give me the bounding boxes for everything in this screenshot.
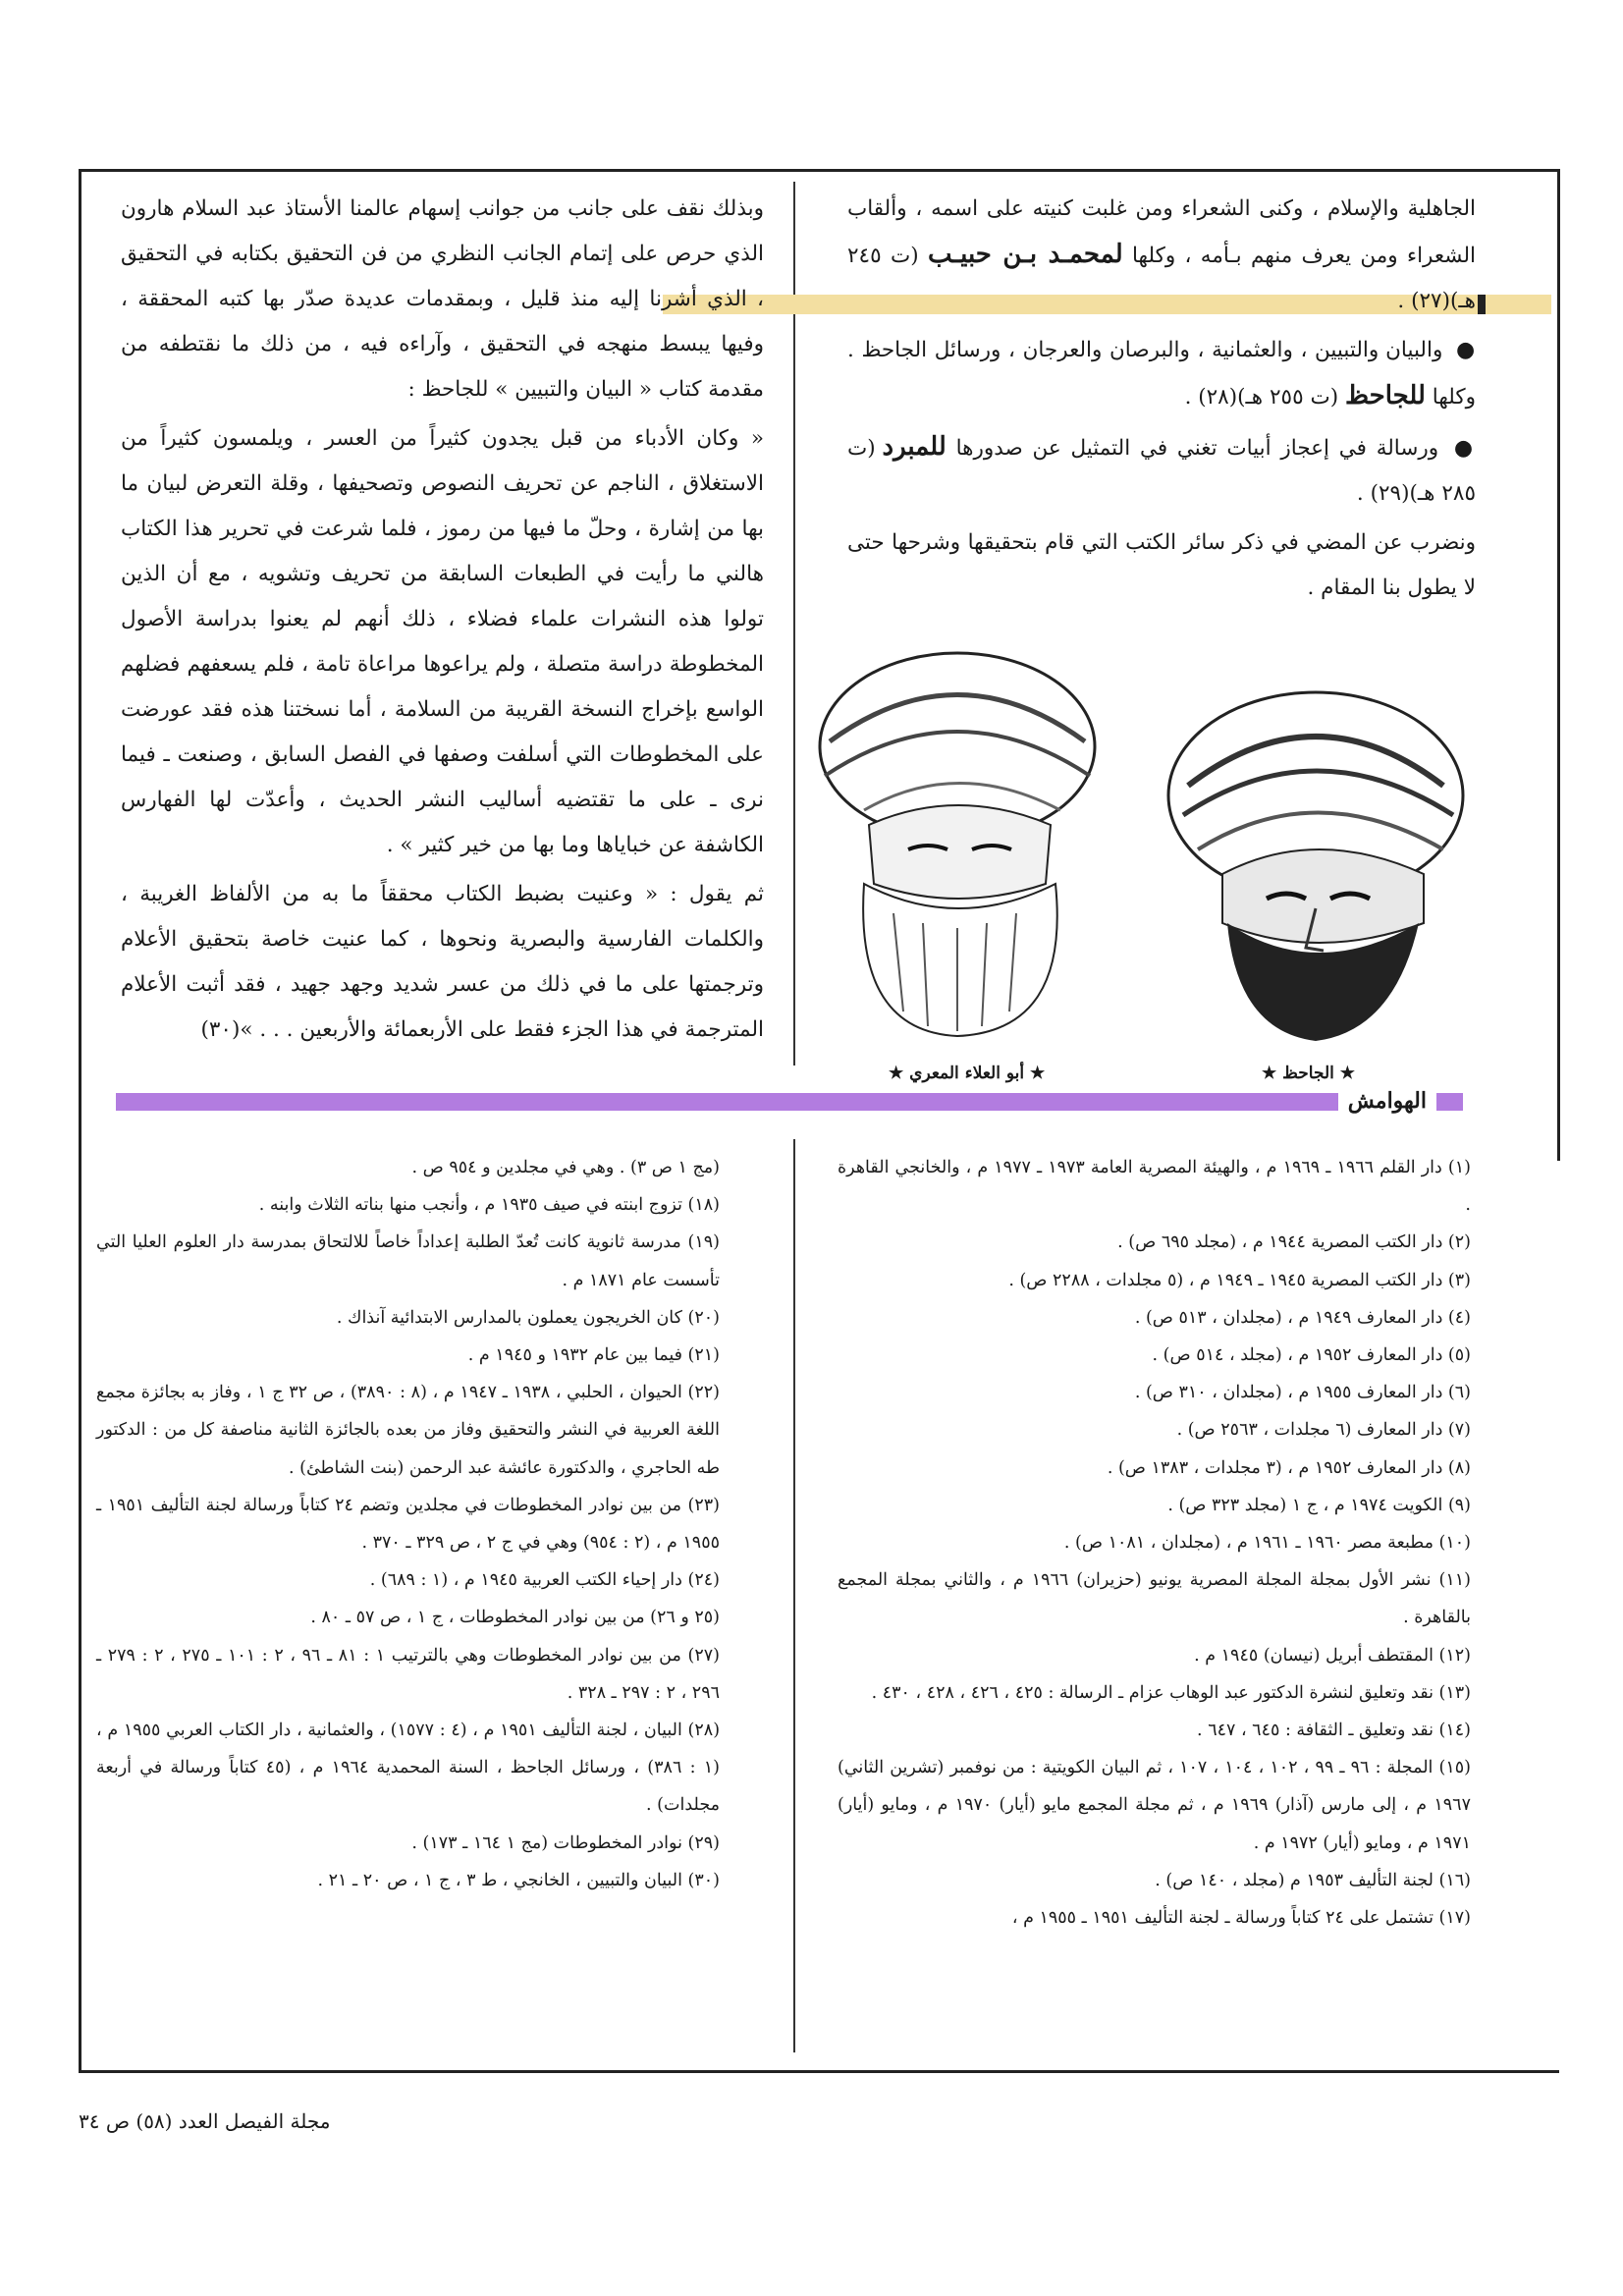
text-run: والبيان والتبيين ، والعثمانية ، والبرصان والعرجان ، ورسائل الجاحظ . وكلها bbox=[847, 338, 1476, 410]
footnote: (١٦) لجنة التأليف ١٩٥٣ م (مجلد ، ١٤٠ ص) . bbox=[1155, 1870, 1471, 1890]
footnote: (١٣) نقد وتعليق لنشرة الدكتور عبد الوهاب عزام ـ الرسالة : ٤٢٥ ، ٤٢٦ ، ٤٢٨ ، ٤٣٠ . bbox=[871, 1682, 1471, 1703]
paragraph: وبذلك نقف على جانب من جوانب إسهام عالمنا الأستاذ عبد السلام هارون الذي حرص على إتمام الجانب النظري من فن التحقيق بكتابه في التحقيق ، الذي أشرنا إليه منذ قليل ، وبمقدمات عديدة صدّر بها كتبه المحققة ، وفيها يبسط منهجه في التحقيق ، وآراءه فيه ، من ذلك ما نقتطفه من مقدمة كتاب « البيان والتبيين » للجاحظ : bbox=[121, 196, 764, 402]
portrait-maarri bbox=[785, 638, 1124, 1041]
footnote: (مج ١ ص ٣) . وهي في مجلدين و ٩٥٤ ص . bbox=[411, 1158, 720, 1177]
footnote: (٢٢) الحيوان ، الحلبي ، ١٩٣٨ ـ ١٩٤٧ م ، (٨ : ٣٨٩٠) ، ص ٣٢ ج ١ ، وفاز به بجائزة مجمع اللغة العربية في النشر والتحقيق وفاز من بعده بالجائزة الثانية مناصفة كل من : الدكتور طه الحاجري ، والدكتورة عائشة عبد الرحمن (بنت الشاطئ) . bbox=[96, 1383, 720, 1478]
bullet-icon: ● bbox=[1453, 436, 1477, 461]
footnote: (٥) دار المعارف ١٩٥٢ م ، (مجلد ، ٥١٤ ص) . bbox=[1152, 1345, 1471, 1366]
footnote: (١٥) المجلة : ٩٦ ـ ٩٩ ، ١٠٢ ، ١٠٤ ، ١٠٧ ، ثم البيان الكويتية : من نوفمبر (تشرين الثاني) ١٩٦٧ م ، إلى مارس (آذار) ١٩٦٩ م ، ثم مجلة المجمع مايو (أيار) ١٩٧٠ م ، ومايو (أيار) ١٩٧١ م ، ومايو (أيار) ١٩٧٢ م . bbox=[838, 1758, 1471, 1853]
text-run: ونضرب عن المضي في ذكر سائر الكتب التي قام بتحقيقها وشرحها حتى لا يطول بنا المقام . bbox=[847, 530, 1476, 600]
footnote: (١٩) مدرسة ثانوية كانت تُعدّ الطلبة إعداداً خاصاً للالتحاق بمدرسة دار العلوم العليا التي تأسست عام ١٨٧١ م . bbox=[96, 1232, 720, 1290]
date-ref: (ت ٢٨٥ هـ)(٢٩) . bbox=[847, 436, 1476, 506]
frame-left-rule bbox=[79, 169, 81, 2072]
paragraph bbox=[847, 187, 1476, 324]
paragraph bbox=[847, 520, 1476, 611]
footnote: (٢٨) البيان ، لجنة التأليف ١٩٥١ م ، (٤ : ١٥٧٧) ، والعثمانية ، دار الكتاب العربي ١٩٥٥ م ، (١ : ٣٨٦) ، ورسائل الجاحظ ، السنة المحمدية ١٩٦٤ م ، (٤٥ كتاباً ورسالة في أربعة مجلدات) . bbox=[96, 1721, 721, 1816]
author-name: للمبرد bbox=[882, 432, 947, 462]
quote-paragraph: « وكان الأدباء من قبل يجدون كثيراً من العسر ، ويلمسون كثيراً من الاستغلاق ، الناجم عن تحريف النصوص وتصحيفها ، وقلة التعرض لبيان ما بها من إشارة ، وحلّ ما فيها من رموز ، فلما شرعت في تحرير هذا الكتاب هالني ما رأيت في الطبعات السابقة من تحريف وتشويه ، مع أن الذين تولوا هذه النشرات علماء فضلاء ، ذلك أنهم لم يعنوا بدراسة الأصول المخطوطة دراسة متصلة ، ولم يراعوها مراعاة تامة ، فلم يسعفهم فضلهم الواسع بإخراج النسخة القريبة من السلامة ، أما نسختنا هذه فقد عورضت على المخطوطات التي أسلفت وصفها في الفصل السابق ، وصنعت ـ فيما نرى ـ على ما تقتضيه أساليب النشر الحديث ، وأعدّت لها الفهارس الكاشفة عن خباياها وما بها من خير كثير » . bbox=[121, 426, 764, 857]
footnote: (١) دار القلم ١٩٦٦ ـ ١٩٦٩ م ، والهيئة المصرية العامة ١٩٧٣ ـ ١٩٧٧ م ، والخانجي القاهرة . bbox=[838, 1158, 1471, 1216]
date-ref: (ت ٢٥٥ هـ)(٢٨) . bbox=[1184, 385, 1339, 410]
portrait-maarri-image bbox=[785, 638, 1124, 1041]
footnote: (٦) دار المعارف ١٩٥٥ م ، (مجلدان ، ٣١٠ ص) . bbox=[1134, 1383, 1471, 1403]
text-run: الجاهلية والإسلام ، وكنى الشعراء ومن غلبت كنيته على اسمه ، وألقاب الشعراء ومن يعرف منهم بـأمه ، وكلها bbox=[847, 196, 1477, 268]
text-run: ورسالة في إعجاز أبيات تغني في التمثيل عن صدورها bbox=[955, 436, 1439, 461]
footnote: (٢) دار الكتب المصرية ١٩٤٤ م ، (مجلد ٦٩٥ ص) . bbox=[1117, 1232, 1471, 1253]
portrait-jahiz-image bbox=[1129, 668, 1492, 1046]
footnote: (٢١) فيما بين عام ١٩٣٢ و ١٩٤٥ م . bbox=[467, 1345, 720, 1366]
footnotes-left-column bbox=[96, 1149, 720, 1899]
bullet-paragraph bbox=[847, 424, 1476, 517]
footnote: (٢٩) نوادر المخطوطات (مج ١ ١٦٤ ـ ١٧٣) . bbox=[411, 1832, 720, 1853]
author-name: للجاحظ bbox=[1344, 381, 1426, 410]
footnote: (٨) دار المعارف ١٩٥٢ م ، (٣ مجلدات ، ١٣٨٣ ص) . bbox=[1107, 1457, 1471, 1478]
footnote: (٣) دار الكتب المصرية ١٩٤٥ ـ ١٩٤٩ م ، (٥ مجلدات ، ٢٢٨٨ ص) . bbox=[1008, 1270, 1471, 1290]
caption-jahiz: ★ الجاحظ ★ bbox=[1262, 1064, 1356, 1083]
quote-paragraph: ثم يقول : « وعنيت بضبط الكتاب محققاً ما به من الألفاظ الغريبة ، والكلمات الفارسية والبصرية ونحوها ، كما عنيت خاصة بتحقيق الأعلام وترجمتها على ما في ذلك من عسر شديد وجهد جهيد ، فقد أثبت الأعلام المترجمة في هذا الجزء فقط على الأربعمائة والأربعين . . . »(٣٠) bbox=[121, 882, 764, 1042]
footnote: (١٠) مطبعة مصر ١٩٦٠ ـ ١٩٦١ م ، (مجلدان ، ١٠٨١ ص) . bbox=[1063, 1533, 1471, 1554]
footnotes-section-bar bbox=[116, 1093, 1463, 1111]
footnote: (١٤) نقد وتعليق ـ الثقافة : ٦٤٥ ، ٦٤٧ . bbox=[1197, 1721, 1471, 1741]
footnote: (٩) الكويت ١٩٧٤ م ، ج ١ (مجلد ٣٢٣ ص) . bbox=[1167, 1495, 1471, 1515]
caption-maarri: ★ أبو العلاء المعري ★ bbox=[889, 1064, 1046, 1083]
footnote: (١١) نشر الأول بمجلة المجلة المصرية يونيو (حزيران) ١٩٦٦ م ، والثاني بمجلة المجمع بالقاهرة . bbox=[838, 1570, 1471, 1628]
frame-top-rule bbox=[79, 169, 1559, 172]
page-footer: مجلة الفيصل العدد (٥٨) ص ٣٤ bbox=[79, 2109, 331, 2133]
bullet-icon: ● bbox=[1456, 338, 1477, 362]
footnote-divider bbox=[793, 1139, 795, 2052]
bullet-paragraph bbox=[847, 328, 1476, 420]
margin-marker bbox=[1478, 295, 1486, 314]
footnote: (٢٤) دار إحياء الكتب العربية ١٩٤٥ م ، (١ : ٦٨٩) . bbox=[369, 1570, 720, 1591]
date-ref: (ت ٢٤٥ هـ)(٢٧) . bbox=[847, 244, 1476, 313]
author-name: لمحمـد بـن حبيـب bbox=[927, 240, 1123, 269]
footnote: (٤) دار المعارف ١٩٤٩ م ، (مجلدان ، ٥١٣ ص) . bbox=[1134, 1307, 1471, 1328]
footnote: (٧) دار المعارف (٦ مجلدات ، ٢٥٦٣ ص) . bbox=[1176, 1420, 1471, 1441]
frame-bottom-rule bbox=[79, 2070, 1559, 2073]
footnote: (٢٥ و ٢٦) من بين نوادر المخطوطات ، ج ١ ، ص ٥٧ ـ ٨٠ . bbox=[310, 1608, 720, 1628]
footnote: (١٢) المقتطف أبريل (نيسان) ١٩٤٥ م . bbox=[1194, 1645, 1471, 1666]
portrait-jahiz bbox=[1129, 668, 1492, 1046]
article-right-column bbox=[847, 187, 1476, 615]
footnotes-heading: الهوامش bbox=[1338, 1084, 1436, 1118]
footnote: (٢٠) كان الخريجون يعملون بالمدارس الابتدائية آنذاك . bbox=[336, 1307, 720, 1328]
footnote: (١٧) تشتمل على ٢٤ كتاباً ورسالة ـ لجنة التأليف ١٩٥١ ـ ١٩٥٥ م ، bbox=[1011, 1908, 1471, 1929]
footnote: (٢٣) من بين نوادر المخطوطات في مجلدين وتضم ٢٤ كتاباً ورسالة لجنة التأليف ١٩٥١ ـ ١٩٥٥ م ، (٢ : ٩٥٤) وهي في ج ٢ ، ص ٣٢٩ ـ ٣٧٠ . bbox=[96, 1495, 720, 1554]
article-left-column bbox=[121, 187, 764, 1057]
footnote: (٢٧) من بين نوادر المخطوطات وهي بالترتيب ١ : ٨١ ـ ٩٦ ، ٢ : ١٠١ ـ ٢٧٥ ، ٢ : ٢٧٩ ـ ٢٩٦ ، ٢ : ٢٩٧ ـ ٣٢٨ . bbox=[96, 1645, 720, 1703]
frame-right-rule bbox=[1557, 169, 1560, 1161]
footnotes-right-column bbox=[838, 1149, 1471, 1937]
footnote: (١٨) تزوج ابنته في صيف ١٩٣٥ م ، وأنجب منها بناته الثلاث وابنه . bbox=[258, 1195, 720, 1216]
footnote: (٣٠) البيان والتبيين ، الخانجي ، ط ٣ ، ج ١ ، ص ٢٠ ـ ٢١ . bbox=[317, 1870, 720, 1890]
